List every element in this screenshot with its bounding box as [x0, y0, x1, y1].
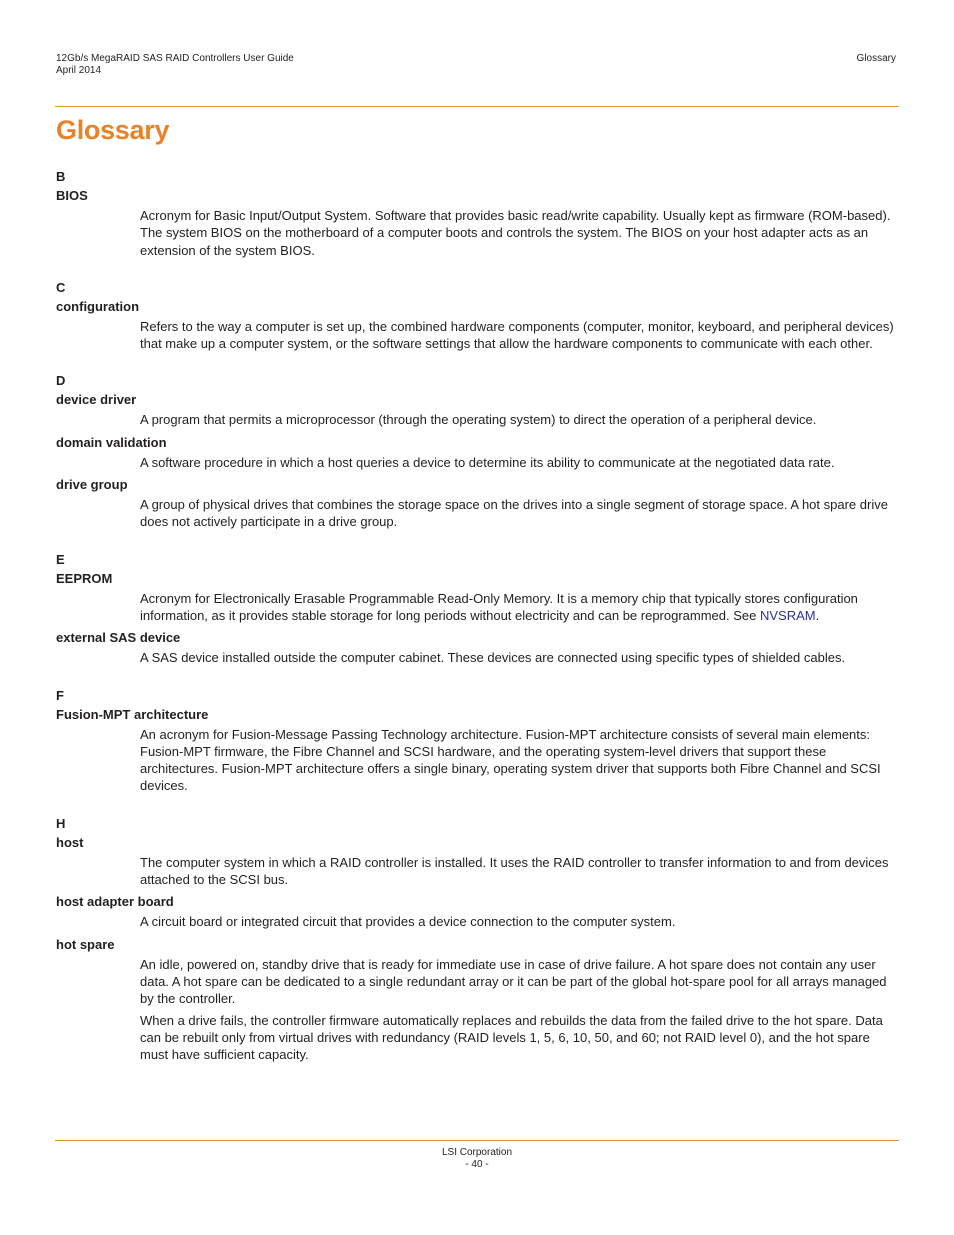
page-footer: [0, 1147, 954, 1171]
section-letter-c: C: [56, 279, 66, 295]
definition-paragraph: Refers to the way a computer is set up, the combined hardware components (computer, monitor, keyboard, and peripheral devices) that make up a computer system, or the software settings that allow the hardware components to communicate with each other.: [140, 318, 894, 352]
doc-date: April 2014: [56, 65, 102, 76]
page-number: - 40 -: [465, 1159, 489, 1170]
definition-paragraph: Acronym for Basic Input/Output System. Software that provides basic read/write capability. Usually kept as firmware (ROM-based). The system BIOS on the motherboard of a computer boots and controls the system. The BIOS on your host adapter acts as an extension of the system BIOS.: [140, 208, 891, 258]
term-bios: BIOS: [56, 188, 88, 203]
doc-title: 12Gb/s MegaRAID SAS RAID Controllers User Guide: [56, 53, 294, 64]
section-letter-e: E: [56, 551, 65, 567]
definition-paragraph: A software procedure in which a host queries a device to determine its ability to communicate at the negotiated data rate.: [140, 454, 835, 470]
term-domain-validation: domain validation: [56, 434, 167, 450]
term-fusion-mpt-architecture: Fusion-MPT architecture: [56, 706, 209, 722]
term-drive-group: drive group: [56, 477, 128, 493]
term-eeprom: EEPROM: [56, 570, 113, 586]
definition-paragraph: When a drive fails, the controller firmware automatically replaces and rebuilds the data from the failed drive to the hot spare. Data can be rebuilt only from virtual drives with redundancy (RAID levels 1, 5, 6, 10, 50, and 60; not RAID level 0), and the hot spare must have sufficient capacity.: [140, 1012, 883, 1063]
header-divider: [55, 106, 899, 107]
section-letter-d: D: [56, 373, 66, 389]
definition-bios: [140, 207, 900, 259]
footer-divider: [55, 1140, 899, 1141]
running-header-left: [56, 53, 294, 77]
definition-domain-validation: [140, 454, 900, 471]
term-host-adapter-board: host adapter board: [56, 894, 174, 910]
term-device-driver: device driver: [56, 392, 137, 408]
definition-external-sas-device: [140, 649, 900, 666]
definition-hot-spare: [140, 956, 900, 1064]
definition-fusion-mpt-architecture: [140, 726, 900, 795]
term-hot-spare: hot spare: [56, 936, 115, 952]
running-header-section: Glossary: [856, 53, 896, 64]
section-letter-b: B: [56, 169, 66, 184]
term-configuration: configuration: [56, 298, 140, 314]
definition-paragraph: A group of physical drives that combines the storage space on the drives into a single segment of storage space. A hot spare drive does not actively participate in a drive group.: [140, 497, 888, 530]
section-letter-h: H: [56, 815, 66, 831]
definition-configuration: [140, 318, 900, 353]
definition-paragraph: A circuit board or integrated circuit that provides a device connection to the computer system.: [140, 914, 676, 930]
term-external-sas-device: external SAS device: [56, 630, 181, 646]
definition-device-driver: [140, 411, 900, 428]
definition-paragraph: A program that permits a microprocessor (through the operating system) to direct the operation of a peripheral device.: [140, 412, 817, 428]
nvsram-link[interactable]: NVSRAM: [760, 607, 816, 623]
glossary-content: [56, 168, 900, 1068]
definition-text-end: .: [815, 607, 820, 623]
definition-paragraph: An idle, powered on, standby drive that is ready for immediate use in case of drive failure. A hot spare does not contain any user data. A hot spare can be dedicated to a single redundant array or it can be part of the global hot-spare pool for all arrays managed by the controller.: [140, 956, 887, 1007]
definition-host-adapter-board: [140, 913, 900, 930]
definition-host: [140, 854, 900, 889]
footer-company: LSI Corporation: [441, 1147, 513, 1158]
term-host: host: [56, 834, 84, 850]
definition-eeprom: [140, 590, 900, 625]
section-letter-f: F: [56, 687, 64, 703]
definition-paragraph: [140, 590, 900, 625]
page-title: Glossary: [56, 115, 170, 145]
definition-drive-group: [140, 496, 900, 531]
definition-paragraph: The computer system in which a RAID controller is installed. It uses the RAID controller to transfer information to and from devices attached to the SCSI bus.: [140, 854, 889, 888]
definition-paragraph: An acronym for Fusion-Message Passing Technology architecture. Fusion-MPT architecture consists of several main elements: Fusion-MPT firmware, the Fibre Channel and SCSI hardware, and the operating system-level drivers that support these architectures. Fusion-MPT architecture offers a single binary, operating system driver that supports both Fibre Channel and SCSI devices.: [140, 726, 881, 794]
definition-paragraph: A SAS device installed outside the computer cabinet. These devices are connected using specific types of shielded cables.: [140, 650, 846, 666]
definition-text: Acronym for Electronically Erasable Programmable Read-Only Memory. It is a memory chip that typically stores configuration information, as it provides stable storage for long periods without electricity and can be reprogrammed. See: [140, 590, 858, 623]
